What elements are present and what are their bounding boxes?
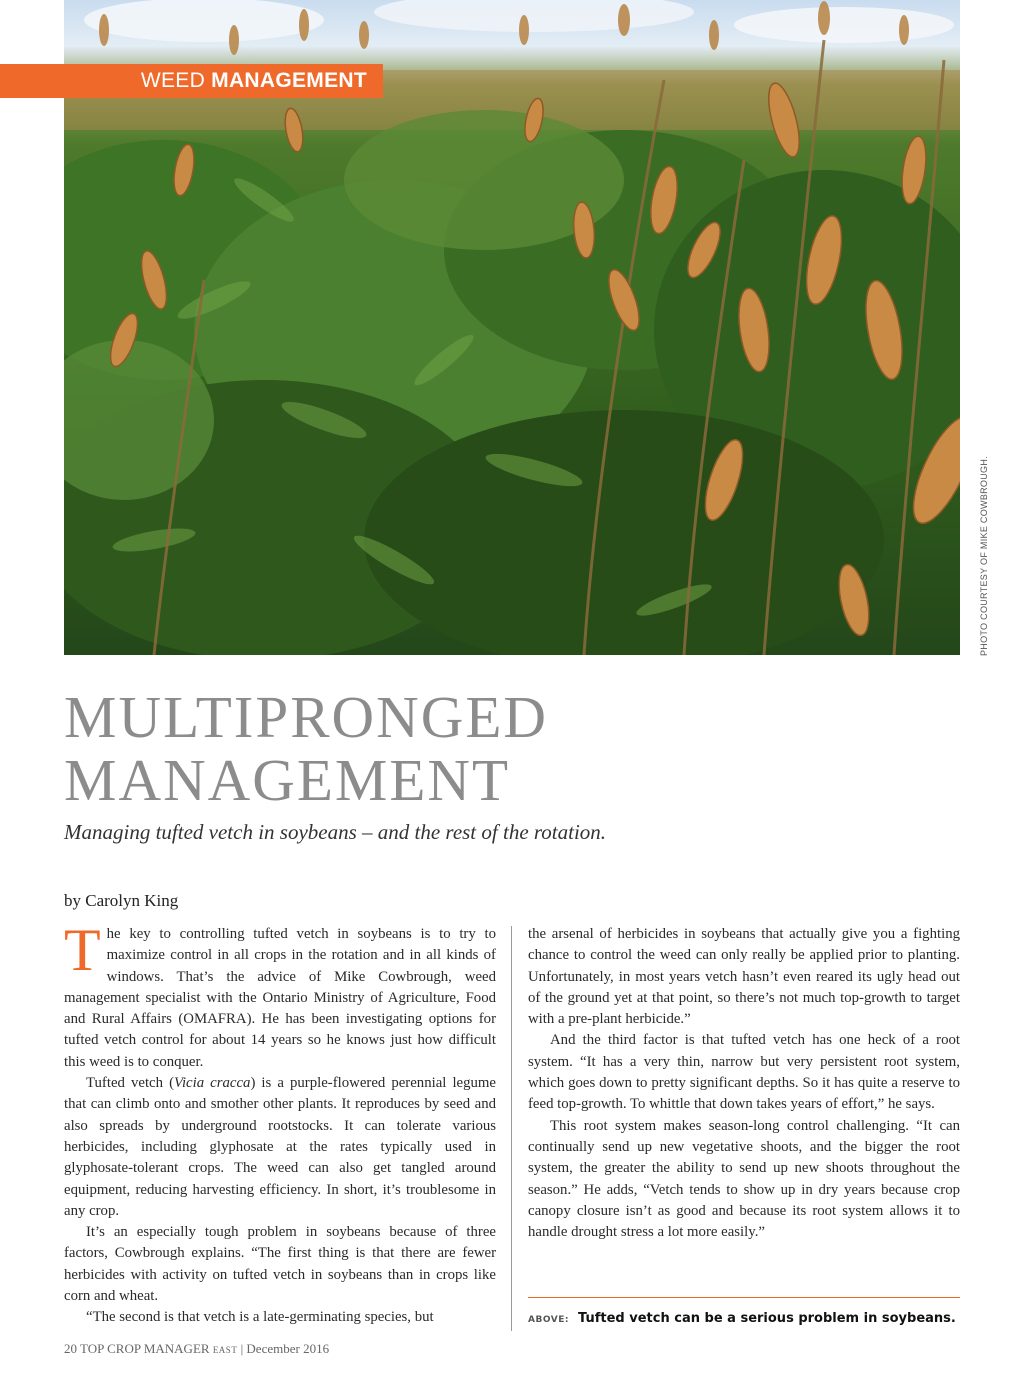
paragraph-7: This root system makes season-long control challenging. “It can continually send up new vegetative shoots, and the bigger the root system, the greater the ability to send up new shoots throughout the season.” He adds, “Vetch tends to show up in dry years because crop canopy closure isn’t as good and because its root system allows it to handle drought stress a lot more easily.” [528, 1117, 960, 1241]
byline: by Carolyn King [64, 891, 179, 910]
photo-credit: PHOTO COURTESY OF MIKE COWBROUGH. [979, 456, 989, 656]
hero-photo [64, 0, 960, 655]
issue-date: December 2016 [246, 1341, 330, 1356]
photo-caption [528, 1307, 968, 1326]
column-divider [511, 926, 512, 1331]
headline [64, 686, 944, 812]
paragraph-1-text: he key to controlling tufted vetch in soybeans is to try to maximize control in all crops in the rotation and in all kinds of windows. That’s the advice of Mike Cowbrough, weed management specialist with the Ontario Ministry of Agriculture, Food and Rural Affairs (OMAFRA). He has been investigating options for tufted vetch control for about 14 years so he knows just how difficult this weed is to conquer. [64, 926, 496, 1070]
page-footer [64, 1341, 329, 1357]
caption-divider [528, 1297, 960, 1298]
section-prefix: WEED [140, 69, 206, 92]
paragraph-1 [64, 917, 496, 1073]
paragraph-2-rest: ) is a purple-flowered perennial legume that can climb onto and smother other plants. It reproduces by seed and also spreads by underground rootstocks. It can tolerate various herbicides, including glyphosate at the rates typically used in glyphosate-tolerant crops. The weed can also get tangled around equipment, reducing harvesting efficiency. In short, it’s troublesome in any crop. [64, 1075, 496, 1219]
section-label [0, 64, 383, 98]
paragraph-5: the arsenal of herbicides in soybeans that actually give you a fighting chance to control the weed can only really be applied prior to planting. Unfortunately, in most years vetch hasn’t even reared its ugly head out of the ground yet at that point, so there’s not much top-growth to target with a pre-plant herbicide.” [528, 926, 960, 1028]
caption-text: Tufted vetch can be a serious problem in soybeans. [578, 1311, 956, 1326]
headline-line-2: MANAGEMENT [64, 747, 511, 813]
headline-line-1: MULTIPRONGED [64, 684, 549, 750]
paragraph-3: It’s an especially tough problem in soybeans because of three factors, Cowbrough explains. “The first thing is that there are fewer herbicides with activity on tufted vetch in soybeans than in crops like corn and wheat. [64, 1224, 496, 1305]
body-column-left [64, 917, 496, 1329]
caption-label: ABOVE: [528, 1315, 569, 1325]
vetch-field-illustration [64, 0, 960, 655]
section-name: MANAGEMENT [211, 69, 367, 92]
body-column-right [528, 924, 960, 1243]
magazine-name: TOP CROP MANAGER [80, 1341, 210, 1356]
magazine-edition: EAST [212, 1345, 238, 1355]
paragraph-4: “The second is that vetch is a late-germinating species, but [86, 1309, 434, 1326]
deck: Managing tufted vetch in soybeans – and the rest of the rotation. [64, 820, 607, 844]
page-number: 20 [64, 1341, 77, 1356]
drop-cap: T [64, 917, 101, 983]
paragraph-6: And the third factor is that tufted vetch has one heck of a root system. “It has a very thin, narrow but very persistent root system, which goes down to pretty significant depths. So it has quite a reserve to feed top-growth. To whittle that down takes years of effort,” he says. [528, 1032, 960, 1113]
paragraph-2-start: Tufted vetch ( [86, 1075, 174, 1092]
paragraph-2 [64, 1073, 496, 1222]
footer-separator: | [240, 1341, 244, 1356]
species-name: Vicia cracca [174, 1075, 251, 1092]
